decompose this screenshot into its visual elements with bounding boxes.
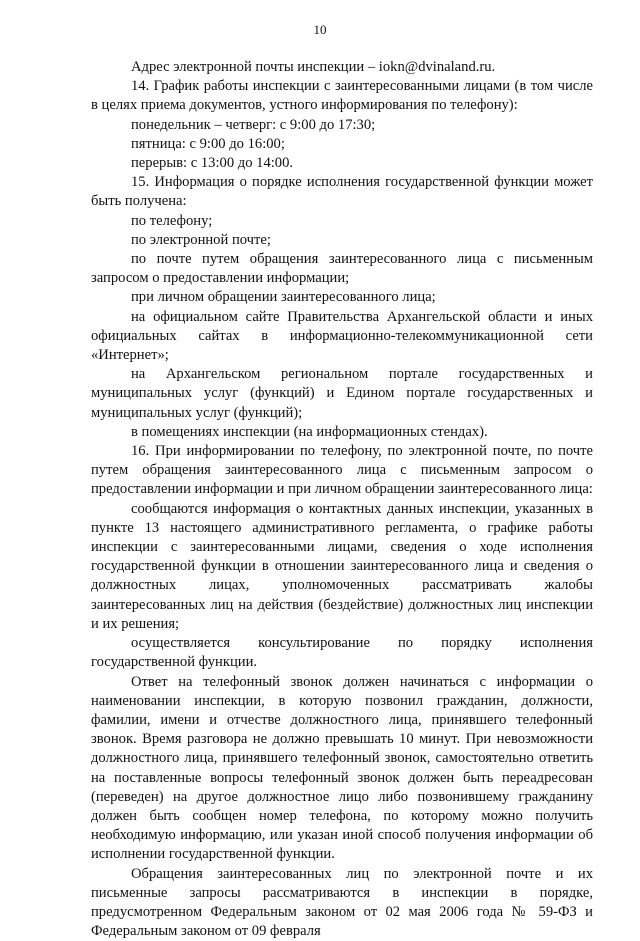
schedule-friday: пятница: с 9:00 до 16:00; <box>131 135 285 152</box>
paragraph-contact-details: сообщаются информация о контактных данных инспекции, указанных в пункте 13 настоящего административного регламента, о графике работы инспекции с заинтересованными лицами, сведения о ходе исполнения государственной функции в отношении заинтересованного лица и сведения о должностных лицах, уполномоченных рассматривать жалобы заинтересованных лиц на действия (бездействие) должностных лиц инспекции и их решения; <box>91 500 593 632</box>
info-source-email: по электронной почте; <box>131 231 271 248</box>
paragraph-15-info-sources: 15. Информация о порядке исполнения государственной функции может быть получена: <box>91 174 593 210</box>
info-source-mail: по почте путем обращения заинтересованного лица с письменным запросом о предоставлении информации; <box>91 251 593 287</box>
page-number: 10 <box>313 22 327 37</box>
info-source-official-site: на официальном сайте Правительства Архангельской области и иных официальных сайтах в информационно-телекоммуникационной сети «Интернет»; <box>91 308 593 364</box>
paragraph-consulting: осуществляется консультирование по порядку исполнения государственной функции. <box>91 635 593 671</box>
paragraph-16-informing: 16. При информировании по телефону, по электронной почте, по почте путем обращения заинтересованного лица с письменным запросом о предоставлении информации и при личном обращении заинтересованного лица: <box>91 443 593 498</box>
info-source-phone: по телефону; <box>131 212 213 229</box>
schedule-mon-thu: понедельник – четверг: с 9:00 до 17:30; <box>131 116 376 133</box>
paragraph-phone-answer: Ответ на телефонный звонок должен начинаться с информации о наименовании инспекции, в которую позвонил гражданин, должности, фамилии, имени и отчестве должностного лица, принявшего телефонный звонок. Время разговора не должно превышать 10 минут. При невозможности должностного лица, принявшего телефонный звонок, самостоятельно ответить на поставленные вопросы телефонный звонок должен быть переадресован (переведен) на другое должностное лицо либо позвонившему гражданину должен быть сообщен номер телефона, по которому можно получить необходимую информацию, или указан иной способ получения информации об исполнении государственной функции. <box>91 673 593 863</box>
info-source-portals: на Архангельском региональном портале государственных и муниципальных услуг (функций) и Едином портале государственных и муниципальных услуг (функций); <box>91 366 593 421</box>
paragraph-email-address: Адрес электронной почты инспекции – iokn@dvinaland.ru. <box>131 59 496 75</box>
info-source-stands: в помещениях инспекции (на информационных стендах). <box>131 423 488 440</box>
document-body <box>91 58 593 941</box>
info-source-personal: при личном обращении заинтересованного лица; <box>131 289 436 306</box>
schedule-break: перерыв: с 13:00 до 14:00. <box>131 155 294 172</box>
paragraph-written-requests: Обращения заинтересованных лиц по электронной почте и их письменные запросы рассматриваются в инспекции в порядке, предусмотренном Федеральным законом от 02 мая 2006 года № 59-ФЗ и Федеральным законом от 09 февраля <box>91 865 593 940</box>
paragraph-14-schedule: 14. График работы инспекции с заинтересованными лицами (в том числе в целях приема документов, устного информирования по телефону): <box>91 78 593 114</box>
